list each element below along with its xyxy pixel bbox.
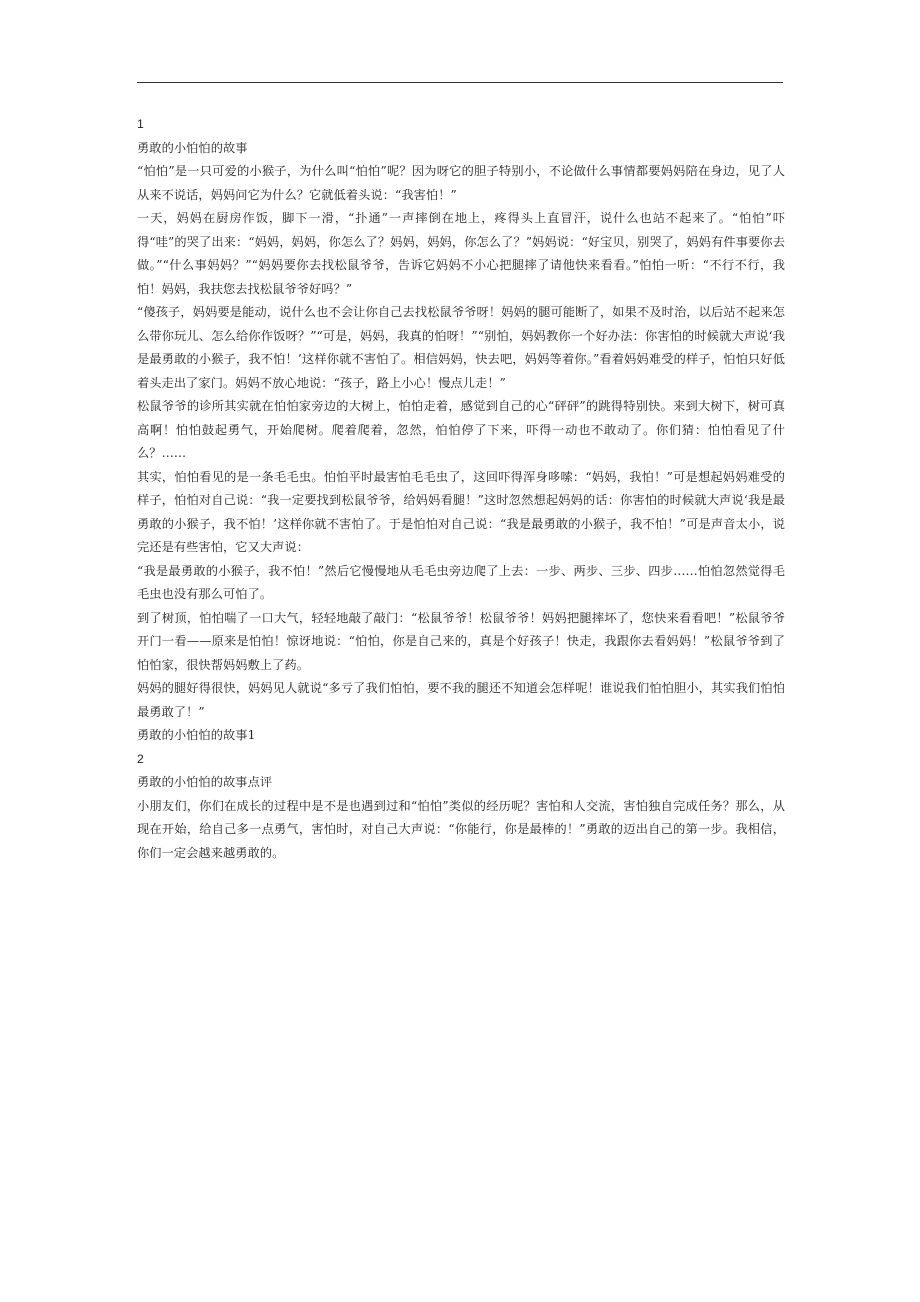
section-number-1: 1: [137, 117, 144, 131]
story-paragraph-1: “怕怕”是一只可爱的小猴子，为什么叫“怕怕”呢？因为呀它的胆子特别小，不论做什么事情都要妈妈陪在身边，见了人从来不说话，妈妈问它为什么？它就低着头说：“我害怕！”: [137, 164, 785, 202]
section-title-2: 勇敢的小怕怕的故事点评: [137, 775, 273, 789]
story-paragraph-3: “傻孩子，妈妈要是能动，说什么也不会让你自己去找松鼠爷爷呀！妈妈的腿可能断了，如果不及时治，以后站不起来怎么带你玩儿、怎么给你作饭呀？”“可是，妈妈，我真的怕呀！”“别怕，妈妈教你一个好办法：你害怕的时候就大声说‘我是最勇敢的小猴子，我不怕！’这样你就不害怕了。相信妈妈，快去吧，妈妈等着你。”看着妈妈难受的样子，怕怕只好低着头走出了家门。妈妈不放心地说：“孩子，路上小心！慢点儿走！”: [137, 305, 785, 390]
story-paragraph-7: 到了树顶，怕怕喘了一口大气，轻轻地敲了敲门：“松鼠爷爷！松鼠爷爷！妈妈把腿摔坏了，您快来看看吧！”松鼠爷爷开门一看——原来是怕怕！惊讶地说：“怕怕，你是自己来的，真是个好孩子！快走，我跟你去看妈妈！”松鼠爷爷到了怕怕家，很快帮妈妈敷上了药。: [137, 610, 785, 672]
story-paragraph-5: 其实，怕怕看见的是一条毛毛虫。怕怕平时最害怕毛毛虫了，这回吓得浑身哆嗦：“妈妈，我怕！”可是想起妈妈难受的样子，怕怕对自己说：“我一定要找到松鼠爷爷，给妈妈看腿！”这时忽然想起妈妈的话：你害怕的时候就大声说‘我是最勇敢的小猴子，我不怕！’这样你就不害怕了。于是怕怕对自己说：“我是最勇敢的小猴子，我不怕！”可是声音太小，说完还是有些害怕，它又大声说：: [137, 469, 785, 554]
story-paragraph-2: 一天，妈妈在厨房作饭，脚下一滑，“扑通”一声摔倒在地上，疼得头上直冒汗，说什么也站不起来了。“怕怕”吓得“哇”的哭了出来：“妈妈，妈妈，你怎么了？妈妈，妈妈，你怎么了？”妈妈说：“好宝贝，别哭了，妈妈有件事要你去做。”“什么事妈妈？”“妈妈要你去找松鼠爷爷，告诉它妈妈不小心把腿摔了请他快来看看。”怕怕一听：“不行不行，我怕！妈妈，我扶您去找松鼠爷爷好吗？”: [137, 211, 785, 296]
story-paragraph-4: 松鼠爷爷的诊所其实就在怕怕家旁边的大树上，怕怕走着，感觉到自己的心“砰砰”的跳得特别快。来到大树下，树可真高啊！怕怕鼓起勇气，开始爬树。爬着爬着，忽然，怕怕停了下来，吓得一动也不敢动了。你们猜：怕怕看见了什么？……: [137, 399, 785, 460]
section-number-2: 2: [137, 751, 144, 766]
section-title-1: 勇敢的小怕怕的故事: [137, 140, 248, 155]
document-body: [137, 113, 785, 865]
section-footer-1: 勇敢的小怕怕的故事1: [137, 728, 256, 742]
review-paragraph: 小朋友们，你们在成长的过程中是不是也遇到过和“怕怕”类似的经历呢？害怕和人交流，害怕独自完成任务？那么，从现在开始，给自己多一点勇气，害怕时，对自己大声说：“你能行，你是最棒的！”勇敢的迈出自己的第一步。我相信，你们一定会越来越勇敢的。: [137, 798, 785, 860]
story-paragraph-8: 妈妈的腿好得很快，妈妈见人就说“多亏了我们怕怕，要不我的腿还不知道会怎样呢！谁说我们怕怕胆小，其实我们怕怕最勇敢了！”: [137, 681, 785, 719]
story-paragraph-6: “我是最勇敢的小猴子，我不怕！”然后它慢慢地从毛毛虫旁边爬了上去：一步、两步、三步、四步……怕怕忽然觉得毛毛虫也没有那么可怕了。: [137, 563, 785, 601]
header-rule: [137, 82, 783, 83]
